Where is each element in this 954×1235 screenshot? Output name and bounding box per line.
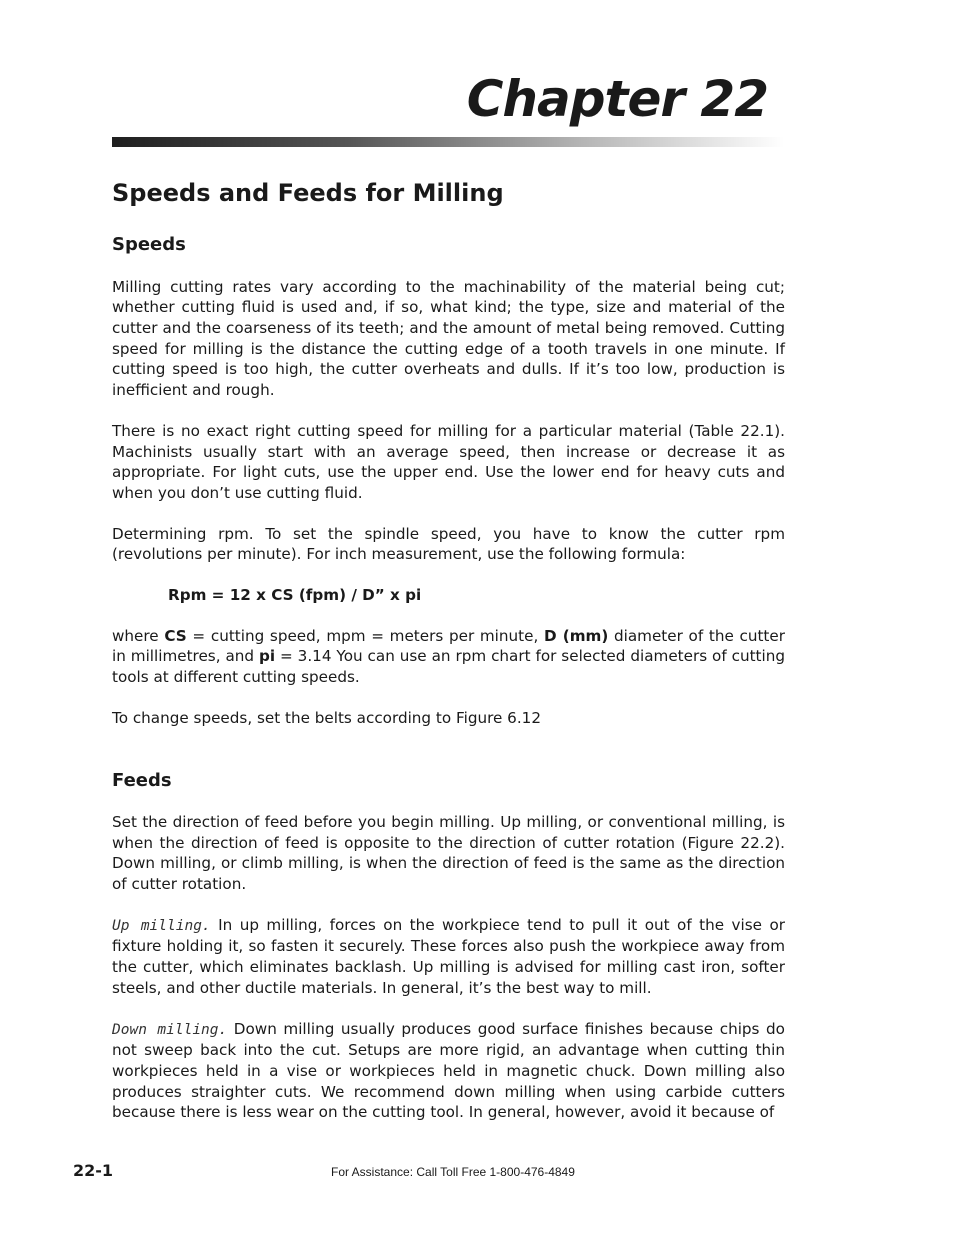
term-cs: CS [164, 626, 187, 645]
speeds-paragraph-5: To change speeds, set the belts according to Figure 6.12 [112, 708, 541, 727]
definitions-text-1: where [112, 626, 165, 645]
speeds-paragraph-2: There is no exact right cutting speed for milling for a particular material (Table 22.1). Machinists usually start with an average speed, then increase or decrease it as appropriate. For light cuts, use the upper end. Use the lower end for heavy cuts and when you don’t use cutting fluid. [112, 421, 785, 502]
speeds-paragraph-3: Determining rpm. To set the spindle speed, you have to know the cutter rpm (revolutions per minute). For inch measurement, use the following formula: [112, 524, 785, 564]
footer-assistance-text: For Assistance: Call Toll Free 1-800-476-4849 [331, 1165, 575, 1179]
page-content [112, 178, 785, 1143]
title-gradient-bar [112, 137, 784, 147]
feeds-heading: Feeds [112, 769, 172, 791]
feeds-paragraph-1: Set the direction of feed before you begin milling. Up milling, or conventional milling, is when the direction of feed is opposite to the direction of cutter rotation (Figure 22.2). Down milling, or climb milling, is when the direction of feed is the same as the direction of cutter rotation. [112, 812, 785, 894]
term-d-mm: D (mm) [543, 626, 609, 645]
page-number: 22-1 [73, 1161, 114, 1180]
section-title: Speeds and Feeds for Milling [112, 179, 504, 207]
definitions-text-3: diameter of the cutter in millimetres, and [112, 626, 785, 666]
up-milling-label: Up milling. [112, 917, 211, 934]
up-milling-text: In up milling, forces on the workpiece tend to pull it out of the vise or fixture holding it, so fasten it securely. These forces also push the workpiece away from the cutter, which eliminates backlash. Up milling is advised for milling cast iron, softer steels, and other ductile materials. In general, it’s the best way to mill. [112, 915, 786, 997]
definitions-text-4: = 3.14 You can use an rpm chart for selected diameters of cutting tools at different cutting speeds. [112, 647, 785, 687]
definitions-text-2: = cutting speed, mpm = meters per minute, [186, 626, 544, 645]
chapter-title: Chapter 22 [466, 70, 768, 128]
speeds-paragraph-1: Milling cutting rates vary according to the machinability of the material being cut; whether cutting fluid is used and, if so, what kind; the type, size and material of the cutter and the coarseness of its teeth; and the amount of metal being removed. Cutting speed for milling is the distance the cutting edge of a tooth travels in one minute. If cutting speed is too high, the cutter overheats and dulls. If it’s too low, production is inefficient and rough. [112, 277, 785, 400]
rpm-formula: Rpm = 12 x CS (fpm) / D” x pi [168, 586, 422, 605]
down-milling-text: Down milling usually produces good surface finishes because chips do not sweep back into the cut. Setups are more rigid, an advantage when cutting thin workpieces held in a vise or workpieces held in magnetic chuck. Down milling also produces straighter cuts. We recommend down milling when using carbide cutters because there is less wear on the cutting tool. In general, however, avoid it because of [112, 1019, 785, 1122]
up-milling-paragraph [112, 915, 785, 999]
down-milling-paragraph [112, 1019, 785, 1124]
down-milling-label: Down milling. [112, 1021, 228, 1038]
speeds-heading: Speeds [112, 234, 186, 256]
formula-definitions [112, 626, 785, 688]
term-pi: pi [259, 647, 276, 666]
